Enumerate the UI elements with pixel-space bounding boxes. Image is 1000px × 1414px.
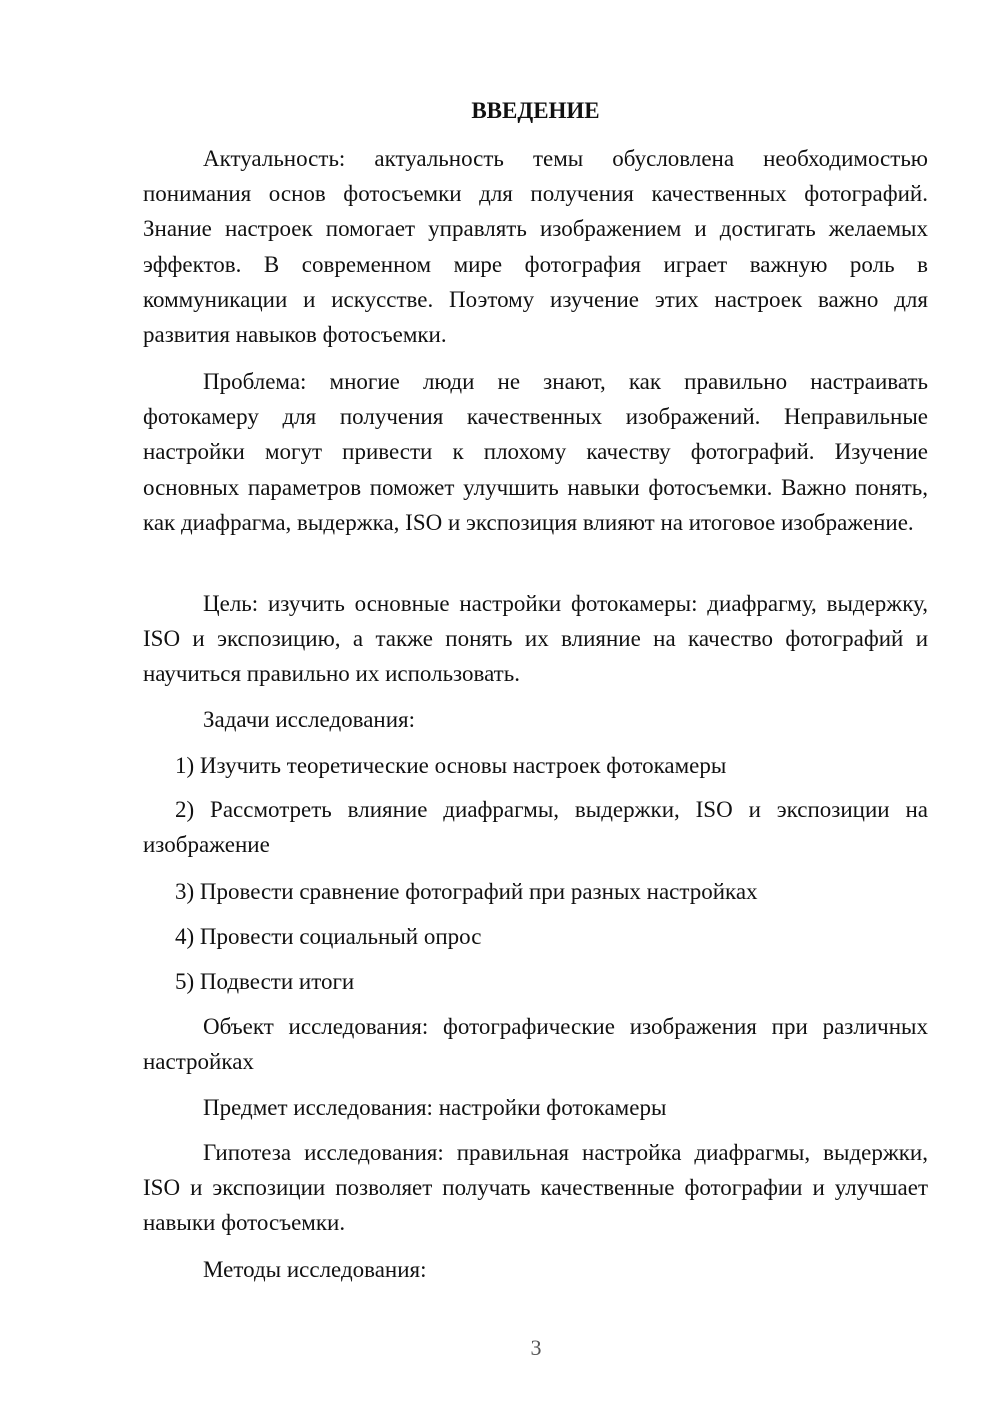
section-title: ВВЕДЕНИЕ	[471, 98, 600, 123]
task-item-5: 5) Подвести итоги	[175, 969, 355, 994]
paragraph-object: Объект исследования: фотографические изображения при различных настройках	[143, 1014, 928, 1075]
paragraph-goal: Цель: изучить основные настройки фотокамеры: диафрагму, выдержку, ISO и экспозицию, а также понять их влияние на качество фотографий и научиться правильно их использовать.	[143, 591, 928, 687]
paragraph-problem: Проблема: многие люди не знают, как правильно настраивать фотокамеру для получения качественных изображений. Неправильные настройки могут привести к плохому качеству фотографий. Изучение основных параметров поможет улучшить навыки фотосъемки. Важно понять, как диафрагма, выдержка, ISO и экспозиция влияют на итоговое изображение.	[143, 369, 928, 535]
paragraph-subject: Предмет исследования: настройки фотокамеры	[203, 1095, 667, 1120]
task-item-4: 4) Провести социальный опрос	[175, 924, 482, 949]
page-number: 3	[530, 1335, 542, 1360]
task-item-3: 3) Провести сравнение фотографий при разных настройках	[175, 879, 758, 904]
tasks-heading: Задачи исследования:	[203, 707, 416, 732]
methods-heading: Методы исследования:	[203, 1257, 427, 1282]
paragraph-hypothesis: Гипотеза исследования: правильная настройка диафрагмы, выдержки, ISO и экспозиции позволяет получать качественные фотографии и улучшает навыки фотосъемки.	[143, 1140, 928, 1236]
paragraph-relevance: Актуальность: актуальность темы обусловлена необходимостью понимания основ фотосъемки для получения качественных фотографий. Знание настроек помогает управлять изображением и достигать желаемых эффектов. В современном мире фотография играет важную роль в коммуникации и искусстве. Поэтому изучение этих настроек важно для развития навыков фотосъемки.	[143, 146, 928, 348]
task-item-2: 2) Рассмотреть влияние диафрагмы, выдержки, ISO и экспозиции на изображение	[143, 797, 928, 858]
task-item-1: 1) Изучить теоретические основы настроек фотокамеры	[175, 753, 727, 778]
